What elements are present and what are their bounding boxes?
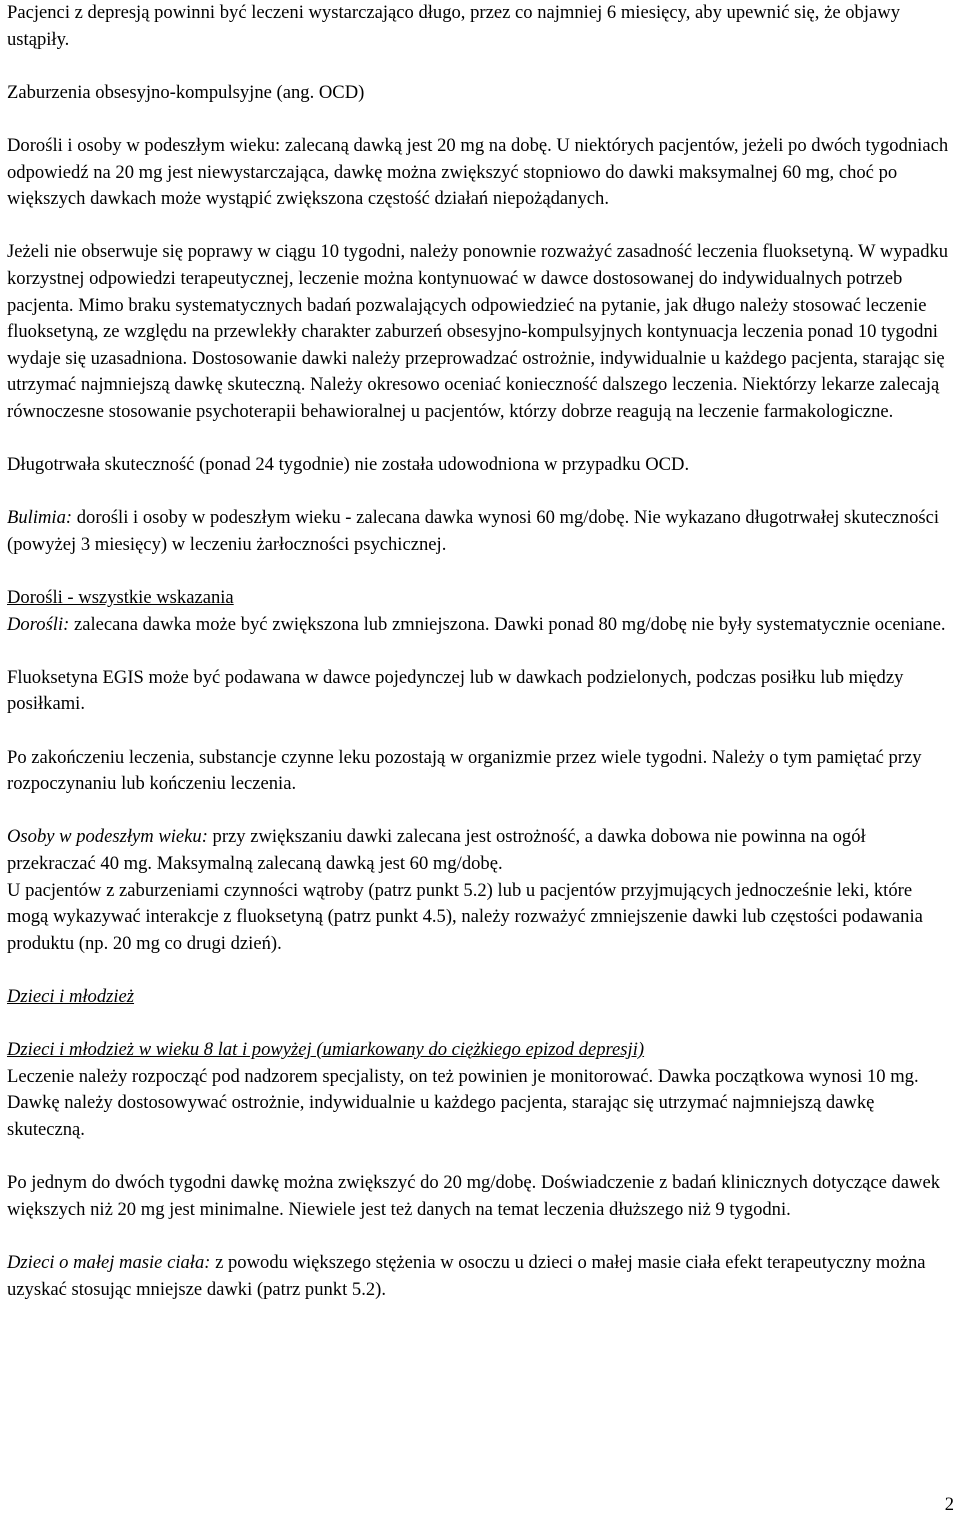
adults-text: zalecana dawka może być zwiększona lub zmniejszona. Dawki ponad 80 mg/dobę nie były systematycznie oceniane. [69,613,946,635]
bulimia-text: dorośli i osoby w podeszłym wieku - zalecana dawka wynosi 60 mg/dobę. Nie wykazano długotrwałej skuteczności (powyżej 3 miesięcy) w leczeniu żarłoczności psychicznej. [7,507,940,555]
paragraph-elderly [7,824,953,877]
paragraph-children-increase: Po jednym do dwóch tygodni dawkę można zwiększyć do 20 mg/dobę. Doświadczenie z badań klinicznych dotyczące dawek większych niż 20 mg jest minimalne. Niewiele jest też danych na temat leczenia dłuższego niż 9 tygodni. [7,1172,941,1220]
paragraph-ocd-continuation: Jeżeli nie obserwuje się poprawy w ciągu 10 tygodni, należy ponownie rozważyć zasadność leczenia fluoksetyną. W wypadku korzystnej odpowiedzi terapeutycznej, leczenie można kontynuować w dawce dostosowanej do indywidualnych potrzeb pacjenta. Mimo braku systematycznych badań pozwalających odpowiedzieć na pytanie, jak długo należy stosować leczenie fluoksetyną, ze względu na przewlekły charakter zaburzeń obsesyjno-kompulsyjnych kontynuacja leczenia ponad 10 tygodni wydaje się uzasadniona. Dostosowanie dawki należy przeprowadzać ostrożnie, indywidualnie u każdego pacjenta, starając się utrzymać najmniejszą dawkę skuteczną. Należy okresowo oceniać konieczność dalszego leczenia. Niektórzy lekarze zalecają równoczesne stosowanie psychoterapii behawioralnej u pacjentów, którzy dobrze reagują na leczenie farmakologiczne. [7,241,949,422]
page-number: 2 [944,1494,954,1515]
elderly-text: przy zwiększaniu dawki zalecana jest ostrożność, a dawka dobowa nie powinna na ogół przekraczać 40 mg. Maksymalną zalecaną dawką jest 60 mg/dobę. [7,826,866,874]
paragraph-bulimia [7,505,953,558]
bulimia-label: Bulimia: [7,507,73,529]
paragraph-ocd-dosing: Dorośli i osoby w podeszłym wieku: zalecaną dawką jest 20 mg na dobę. U niektórych pacjentów, jeżeli po dwóch tygodniach odpowiedź na 20 mg jest niewystarczająca, dawkę można zwiększyć stopniowo do dawki maksymalnej 60 mg, choć po większych dawkach może wystąpić zwiększona częstość działań niepożądanych. [7,134,949,210]
paragraph-liver-impairment: U pacjentów z zaburzeniami czynności wątroby (patrz punkt 5.2) lub u pacjentów przyjmujących jednocześnie leki, które mogą wykazywać interakcje z fluoksetyną (patrz punkt 4.5), należy rozważyć zmniejszenie dawki lub częstości podawania produktu (np. 20 mg co drugi dzień). [7,879,923,954]
children-heading: Dzieci i młodzież [7,985,135,1007]
paragraph-depression-duration: Pacjenci z depresją powinni być leczeni wystarczająco długo, przez co najmniej 6 miesięcy, aby upewnić się, że objawy ustąpiły. [7,2,900,50]
paragraph-administration: Fluoksetyna EGIS może być podawana w dawce pojedynczej lub w dawkach podzielonych, podczas posiłku lub między posiłkami. [7,666,904,715]
document-page [7,0,953,1303]
low-weight-label: Dzieci o małej masie ciała: [7,1251,211,1273]
paragraph-after-treatment: Po zakończeniu leczenia, substancje czynne leku pozostają w organizmie przez wiele tygodni. Należy o tym pamiętać przy rozpoczynaniu lub kończeniu leczenia. [7,746,922,795]
paragraph-ocd-long-term: Długotrwała skuteczność (ponad 24 tygodnie) nie została udowodniona w przypadku OCD. [7,454,690,476]
ocd-heading: Zaburzenia obsesyjno-kompulsyjne (ang. OCD) [7,81,365,103]
paragraph-adults [7,612,953,639]
paragraph-children-start: Leczenie należy rozpocząć pod nadzorem specjalisty, on też powinien je monitorować. Dawka początkowa wynosi 10 mg. Dawkę należy dostosowywać ostrożnie, indywidualnie u każdego pacjenta, starając się utrzymać najmniejszą dawkę skuteczną. [7,1065,919,1140]
elderly-label: Osoby w podeszłym wieku: [7,826,208,848]
adults-heading: Dorośli - wszystkie wskazania [7,587,234,609]
adults-label: Dorośli: [7,613,70,635]
paragraph-low-weight [7,1250,953,1303]
children-subheading: Dzieci i młodzież w wieku 8 lat i powyżej (umiarkowany do ciężkiego epizod depresji) [7,1039,645,1061]
low-weight-text: z powodu większego stężenia w osoczu u dzieci o małej masie ciała efekt terapeutyczny można uzyskać stosując mniejsze dawki (patrz punkt 5.2). [7,1251,926,1300]
